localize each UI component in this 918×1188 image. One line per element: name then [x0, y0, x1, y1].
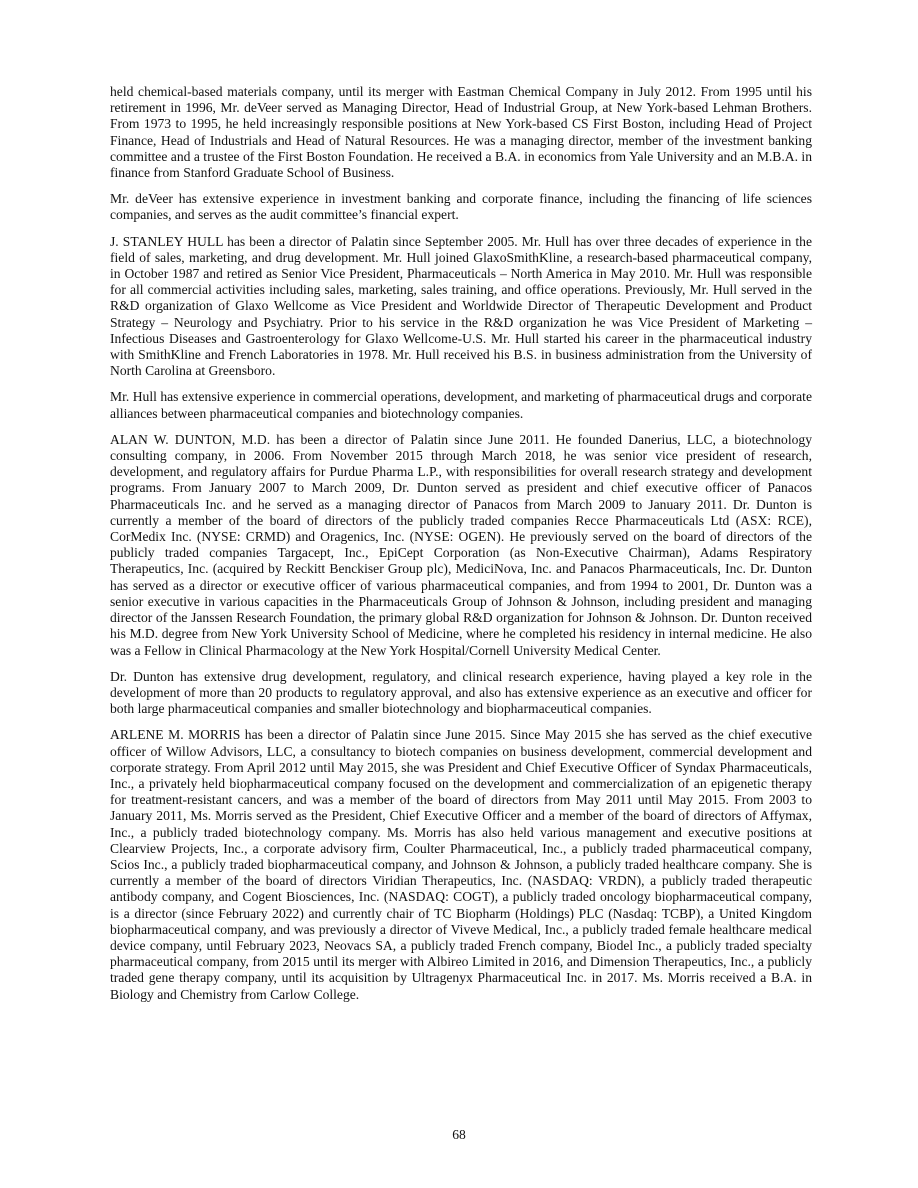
paragraph-dunton-qualifications: Dr. Dunton has extensive drug development, regulatory, and clinical research experience, having played a key role in the development of more than 20 products to regulatory approval, and also has extensive experience as an executive and officer for both large pharmaceutical companies and smaller biotechnology and biopharmaceutical companies.	[110, 668, 812, 717]
paragraph-deveer-bio-continued: held chemical-based materials company, until its merger with Eastman Chemical Company in July 2012. From 1995 until his retirement in 1996, Mr. deVeer served as Managing Director, Head of Industrial Group, at New York-based Lehman Brothers. From 1973 to 1995, he held increasingly responsible positions at New York-based CS First Boston, including Head of Project Finance, Head of Industrials and Head of Natural Resources. He was a managing director, member of the investment banking committee and a trustee of the First Boston Foundation. He received a B.A. in economics from Yale University and an M.B.A. in finance from Stanford Graduate School of Business.	[110, 84, 812, 181]
paragraph-dunton-bio: ALAN W. DUNTON, M.D. has been a director of Palatin since June 2011. He founded Danerius, LLC, a biotechnology consulting company, in 2006. From November 2015 through March 2018, he was senior vice president of research, development, and regulatory affairs for Purdue Pharma L.P., with responsibilities for overall research strategy and development programs. From January 2007 to March 2009, Dr. Dunton served as president and chief executive officer of Panacos Pharmaceuticals Inc. and he served as a managing director of Panacos from March 2009 to January 2011. Dr. Dunton is currently a member of the board of directors of the publicly traded companies Recce Pharmaceuticals Ltd (ASX: RCE), CorMedix Inc. (NYSE: CRMD) and Oragenics, Inc. (NYSE: OGEN). He previously served on the board of directors of the publicly traded companies Targacept, Inc., EpiCept Corporation (as Non-Executive Chairman), Adams Respiratory Therapeutics, Inc. (acquired by Reckitt Benckiser Group plc), MediciNova, Inc. and Panacos Pharmaceuticals, Inc. Dr. Dunton has served as a director or executive officer of various pharmaceutical companies, and from 1994 to 2001, Dr. Dunton was a senior executive in various capacities in the Pharmaceuticals Group of Johnson & Johnson, including president and managing director of the Janssen Research Foundation, the primary global R&D organization for Johnson & Johnson. Dr. Dunton received his M.D. degree from New York University School of Medicine, where he completed his residency in internal medicine. He also was a Fellow in Clinical Pharmacology at the New York Hospital/Cornell University Medical Center.	[110, 431, 812, 658]
paragraph-deveer-qualifications: Mr. deVeer has extensive experience in investment banking and corporate finance, including the financing of life sciences companies, and serves as the audit committee’s financial expert.	[110, 191, 812, 223]
document-body	[110, 84, 812, 1013]
paragraph-morris-bio: ARLENE M. MORRIS has been a director of Palatin since June 2015. Since May 2015 she has served as the chief executive officer of Willow Advisors, LLC, a consultancy to biotech companies on business development, commercial development and corporate strategy. From April 2012 until May 2015, she was President and Chief Executive Officer of Syndax Pharmaceuticals, Inc., a privately held biopharmaceutical company focused on the development and commercialization of an epigenetic therapy for treatment-resistant cancers, and was a member of the board of directors from May 2011 until May 2015. From 2003 to January 2011, Ms. Morris served as the President, Chief Executive Officer and a member of the board of directors of Affymax, Inc., a publicly traded biotechnology company. Ms. Morris has also held various management and executive positions at Clearview Projects, Inc., a corporate advisory firm, Coulter Pharmaceutical, Inc., a publicly traded pharmaceutical company, Scios Inc., a publicly traded biopharmaceutical company, and Johnson & Johnson, a publicly traded healthcare company. She is currently a member of the board of directors Viridian Therapeutics, Inc. (NASDAQ: VRDN), a publicly traded therapeutic antibody company, and Cogent Biosciences, Inc. (NASDAQ: COGT), a publicly traded oncology biopharmaceutical company, is a director (since February 2022) and currently chair of TC Biopharm (Holdings) PLC (Nasdaq: TCBP), a United Kingdom biopharmaceutical company, and was previously a director of Viveve Medical, Inc., a publicly traded female healthcare medical device company, until February 2023, Neovacs SA, a publicly traded French company, Biodel Inc., a publicly traded specialty pharmaceutical company, from 2015 until its merger with Albireo Limited in 2016, and Dimension Therapeutics, Inc., a publicly traded gene therapy company, until its acquisition by Ultragenyx Pharmaceutical Inc. in 2017. Ms. Morris received a B.A. in Biology and Chemistry from Carlow College.	[110, 727, 812, 1002]
paragraph-hull-qualifications: Mr. Hull has extensive experience in commercial operations, development, and marketing of pharmaceutical drugs and corporate alliances between pharmaceutical companies and biotechnology companies.	[110, 389, 812, 421]
page-number: 68	[452, 1127, 466, 1142]
paragraph-hull-bio: J. STANLEY HULL has been a director of Palatin since September 2005. Mr. Hull has over three decades of experience in the field of sales, marketing, and drug development. Mr. Hull joined GlaxoSmithKline, a research-based pharmaceutical company, in October 1987 and retired as Senior Vice President, Pharmaceuticals – North America in May 2010. Mr. Hull was responsible for all commercial activities including sales, marketing, sales training, and office operations. Previously, Mr. Hull served in the R&D organization of Glaxo Wellcome as Vice President and Worldwide Director of Therapeutic Development and Product Strategy – Neurology and Psychiatry. Prior to his service in the R&D organization he was Vice President of Marketing – Infectious Diseases and Gastroenterology for Glaxo Wellcome-U.S. Mr. Hull started his career in the pharmaceutical industry with SmithKline and French Laboratories in 1978. Mr. Hull received his B.S. in business administration from the University of North Carolina at Greensboro.	[110, 233, 812, 379]
